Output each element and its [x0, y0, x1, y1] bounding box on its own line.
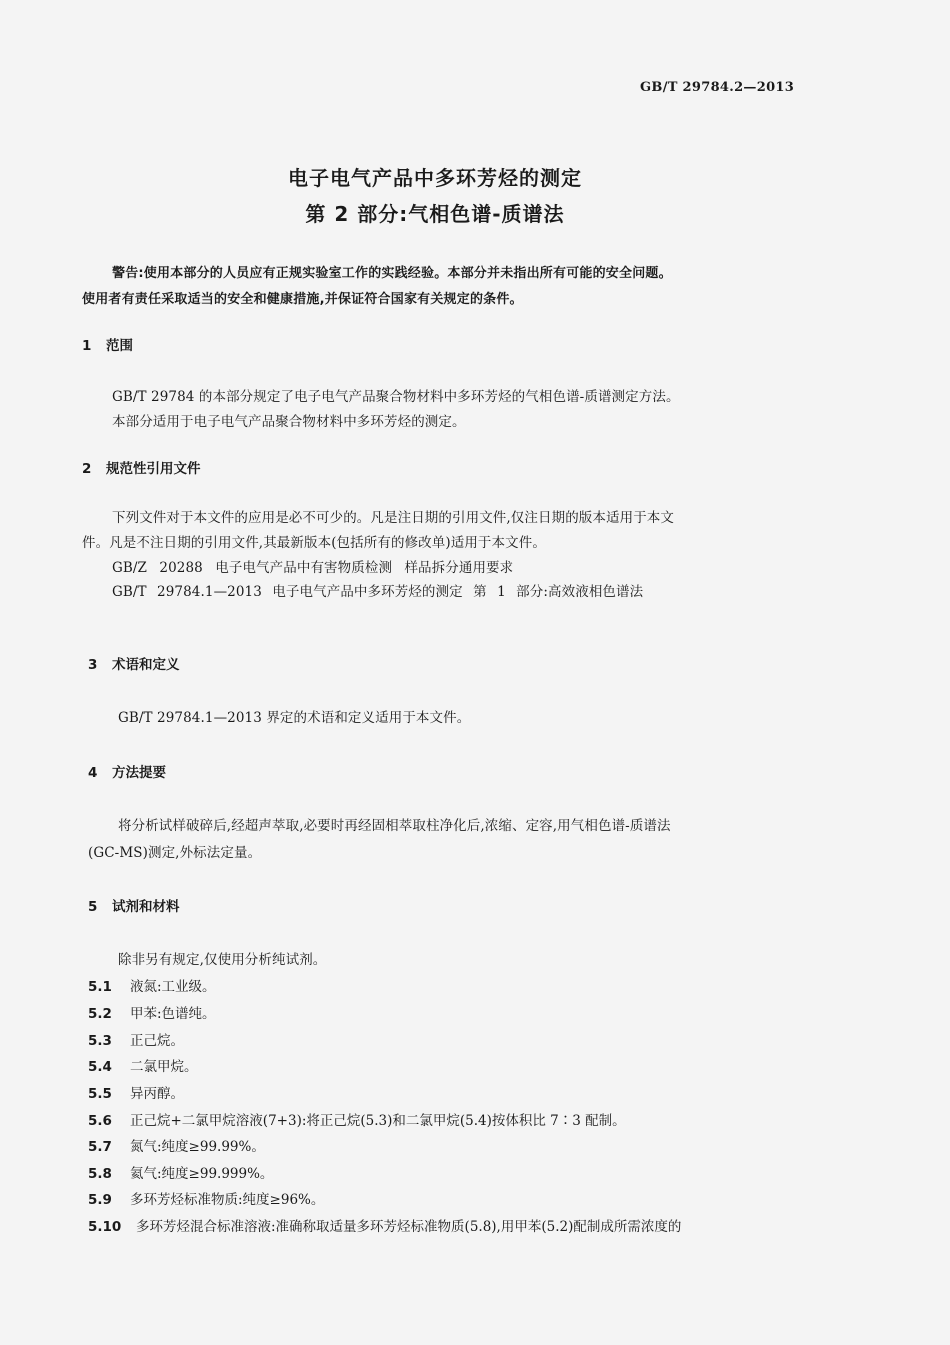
section-number: 1 — [82, 338, 92, 354]
list-item: 5.1 液氮:工业级。 — [88, 979, 216, 995]
section-number: 2 — [82, 461, 92, 477]
normative-reference-2: GB/T 29784.1—2013 电子电气产品中多环芳烃的测定 第 1 部分:高效液相色谱法 — [112, 584, 644, 600]
section-5-para-1: 除非另有规定,仅使用分析纯试剂。 — [118, 952, 327, 968]
section-1-para-2: 本部分适用于电子电气产品聚合物材料中多环芳烃的测定。 — [112, 414, 466, 430]
list-item: 5.3 正己烷。 — [88, 1033, 184, 1049]
standard-number: GB/T 29784.2—2013 — [640, 80, 795, 95]
section-2-heading — [82, 457, 201, 477]
document-subtitle: 第 2 部分:气相色谱-质谱法 — [305, 202, 565, 226]
section-title: 试剂和材料 — [112, 899, 180, 915]
document-title: 电子电气产品中多环芳烃的测定 — [288, 166, 582, 190]
list-item: 5.5 异丙醇。 — [88, 1086, 184, 1102]
section-4-para-2: (GC-MS)测定,外标法定量。 — [88, 845, 262, 861]
list-item: 5.10 多环芳烃混合标准溶液:准确称取适量多环芳烃标准物质(5.8),用甲苯(5.2)配制成所需浓度的 — [88, 1219, 682, 1235]
section-5-heading — [88, 895, 180, 915]
list-item: 5.6 正己烷+二氯甲烷溶液(7+3):将正己烷(5.3)和二氯甲烷(5.4)按体积比 7∶3 配制。 — [88, 1113, 626, 1129]
section-2-para-1: 下列文件对于本文件的应用是必不可少的。凡是注日期的引用文件,仅注日期的版本适用于本文 — [112, 510, 674, 526]
section-4-heading — [88, 761, 166, 781]
warning-line-2: 使用者有责任采取适当的安全和健康措施,并保证符合国家有关规定的条件。 — [82, 292, 523, 307]
section-3-heading — [88, 653, 180, 673]
normative-reference-1: GB/Z 20288 电子电气产品中有害物质检测 样品拆分通用要求 — [112, 560, 514, 576]
list-item: 5.9 多环芳烃标准物质:纯度≥96%。 — [88, 1192, 325, 1208]
section-title: 术语和定义 — [112, 657, 180, 673]
section-number: 4 — [88, 765, 98, 781]
section-2-para-2: 件。凡是不注日期的引用文件,其最新版本(包括所有的修改单)适用于本文件。 — [82, 535, 546, 551]
section-1-para-1: GB/T 29784 的本部分规定了电子电气产品聚合物材料中多环芳烃的气相色谱-质谱测定方法。 — [112, 389, 680, 405]
section-4-para-1: 将分析试样破碎后,经超声萃取,必要时再经固相萃取柱净化后,浓缩、定容,用气相色谱-质谱法 — [118, 818, 671, 834]
list-item: 5.7 氮气:纯度≥99.99%。 — [88, 1139, 265, 1155]
warning-line-1: 警告:使用本部分的人员应有正规实验室工作的实践经验。本部分并未指出所有可能的安全问题。 — [112, 266, 672, 281]
section-1-heading — [82, 334, 133, 354]
section-title: 范围 — [106, 338, 133, 354]
list-item: 5.4 二氯甲烷。 — [88, 1059, 198, 1075]
list-item: 5.8 氦气:纯度≥99.999%。 — [88, 1166, 274, 1182]
section-number: 5 — [88, 899, 98, 915]
section-3-para-1: GB/T 29784.1—2013 界定的术语和定义适用于本文件。 — [118, 710, 471, 726]
list-item: 5.2 甲苯:色谱纯。 — [88, 1006, 216, 1022]
section-number: 3 — [88, 657, 98, 673]
section-title: 方法提要 — [112, 765, 166, 781]
section-title: 规范性引用文件 — [106, 461, 201, 477]
